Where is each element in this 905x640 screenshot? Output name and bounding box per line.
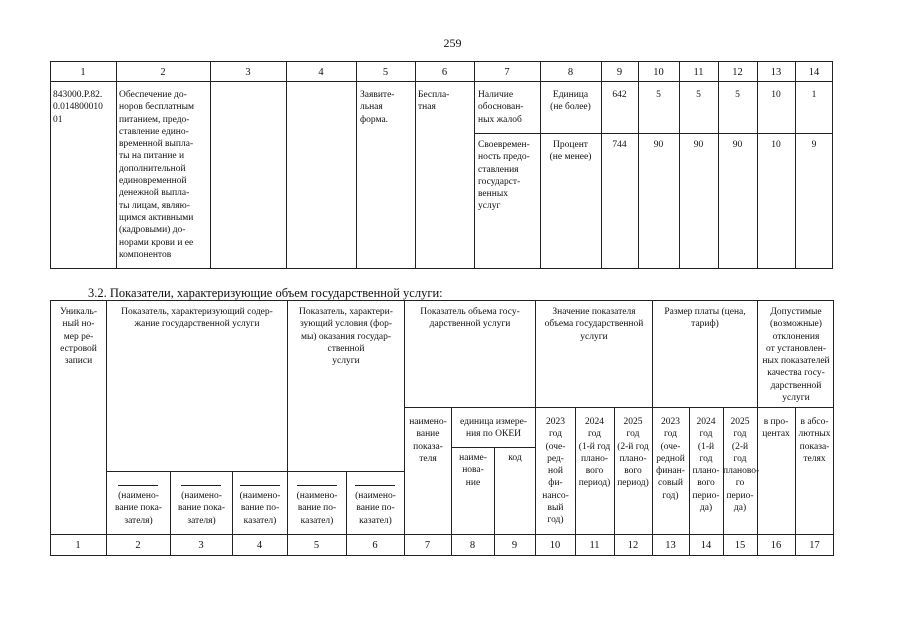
header-fee-2025: 2025 год (2-й год планово- го перио- да): [723, 417, 760, 514]
t2-col-8: 8: [469, 540, 476, 551]
t2-col-15: 15: [734, 540, 746, 551]
t2-col-16: 16: [770, 540, 782, 551]
indicator-dev-percent-1: 10: [771, 90, 781, 100]
header-value-2025: 2025 год (2-й год плано- вого период): [617, 417, 649, 489]
indicator-unit-2: Процент (не менее): [549, 140, 592, 163]
sub-name-3: (наимено- вание по- казател): [239, 491, 281, 526]
section-heading: 3.2. Показатели, характеризующие объем государственной услуги:: [88, 286, 443, 300]
header-indicator-name: наимено- вание показа- теля: [409, 417, 447, 464]
t1-col-1: 1: [80, 67, 86, 78]
t1-col-6: 6: [441, 67, 448, 78]
header-dev-abs: в абсо- лютных показа- телях: [798, 417, 831, 464]
sub-name-4: (наимено- вание по- казател): [296, 491, 338, 526]
indicator-2025-1: 5: [735, 90, 740, 100]
t1-col-12: 12: [732, 67, 743, 78]
header-okei: единица измере- ния по ОКЕИ: [460, 417, 527, 440]
table1-header-divider: [50, 81, 833, 82]
t1-col-8: 8: [567, 67, 574, 78]
header-fee-2024: 2024 год (1-й год плано- вого перио- да): [692, 417, 720, 514]
t2-col-1: 1: [75, 540, 81, 551]
header-volume: Показатель объема госу- дарственной услуги: [420, 307, 520, 330]
header-registry: Уникаль- ный но- мер ре- естровой записи: [59, 307, 98, 367]
t2-col-2: 2: [135, 540, 141, 551]
header-value-2024: 2024 год (1-й год плано- вого период): [578, 417, 611, 489]
indicator-code-1: 642: [612, 90, 627, 100]
indicator-2023-1: 5: [656, 90, 661, 100]
service-form: Заявите- льная форма.: [360, 90, 395, 125]
indicator-code-2: 744: [612, 140, 627, 150]
indicator-name-1: Наличие обоснован- ных жалоб: [478, 90, 524, 125]
service-form-type: Беспла- тная: [418, 90, 450, 113]
service-content: Обеспечение до- норов бесплатным питанием, предо- ставление едино- временной выпла- ты на питание и дополнительной единовременной денежной выпла- ты лицам, являю- щимся активными (кадровыми) до- норами крови и ее компонентов: [119, 90, 194, 260]
header-value-2023: 2023 год (оче- ред- ной фи- нансо- вый год): [542, 417, 569, 526]
t2-col-6: 6: [372, 540, 378, 551]
page-number: 259: [443, 36, 462, 50]
indicator-unit-1: Единица (не более): [550, 90, 591, 113]
indicator-2024-2: 90: [693, 140, 704, 150]
t1-col-14: 14: [808, 67, 820, 78]
header-okei-code: код: [508, 453, 522, 463]
t2-col-9: 9: [511, 540, 518, 551]
indicator-divider: [474, 133, 833, 134]
header-okei-name: наиме- нова- ние: [459, 453, 487, 488]
t1-col-4: 4: [318, 67, 324, 78]
indicator-2023-2: 90: [653, 140, 664, 150]
t1-col-13: 13: [770, 67, 782, 78]
indicator-2024-1: 5: [696, 90, 701, 100]
t1-col-9: 9: [616, 67, 623, 78]
sub-name-5: (наимено- вание по- казател): [355, 491, 396, 526]
t1-col-7: 7: [504, 67, 510, 78]
t2-col-3: 3: [198, 540, 204, 551]
t2-col-4: 4: [256, 540, 263, 551]
t2-col-5: 5: [313, 540, 320, 551]
header-fee-2023: 2023 год (оче- редной финан- совый год): [656, 417, 685, 501]
t1-col-11: 11: [693, 67, 704, 78]
header-volume-value: Значение показателя объема государственной услуги: [544, 307, 644, 342]
indicator-2025-2: 90: [732, 140, 743, 150]
header-conditions: Показатель, характери- зующий условия (фор- мы) оказания государ- ственной услуги: [299, 307, 393, 367]
indicator-name-2: Своевремен- ность предо- ставления государст- венных услуг: [478, 140, 530, 212]
t2-col-12: 12: [627, 540, 639, 551]
t1-col-5: 5: [382, 67, 389, 78]
table2-footer-divider: [50, 534, 834, 535]
header-fee: Размер платы (цена, тариф): [664, 307, 746, 330]
t2-col-10: 10: [549, 540, 561, 551]
sub-name-2: (наимено- вание пока- зателя): [177, 491, 226, 526]
indicator-dev-percent-2: 10: [771, 140, 781, 150]
sub-name-1: (наимено- вание пока- зателя): [114, 491, 163, 526]
header-deviation: Допустимые (возможные) отклонения от установлен- ных показателей качества госу- дарственной услуги: [762, 307, 830, 404]
t1-col-2: 2: [160, 67, 166, 78]
t1-col-3: 3: [245, 67, 251, 78]
t2-col-14: 14: [700, 540, 712, 551]
t1-col-10: 10: [653, 67, 664, 78]
header-dev-percent: в про- центах: [762, 417, 790, 440]
t2-col-13: 13: [665, 540, 676, 551]
t2-col-17: 17: [809, 540, 820, 551]
t2-col-7: 7: [424, 540, 431, 551]
t2-col-11: 11: [589, 540, 600, 551]
indicator-dev-abs-2: 9: [811, 140, 817, 150]
registry-number: 843000.Р.82. 0.014800010 01: [53, 90, 103, 125]
header-content: Показатель, характеризующий содер- жание государственной услуги: [121, 307, 273, 330]
indicator-dev-abs-1: 1: [811, 90, 817, 100]
